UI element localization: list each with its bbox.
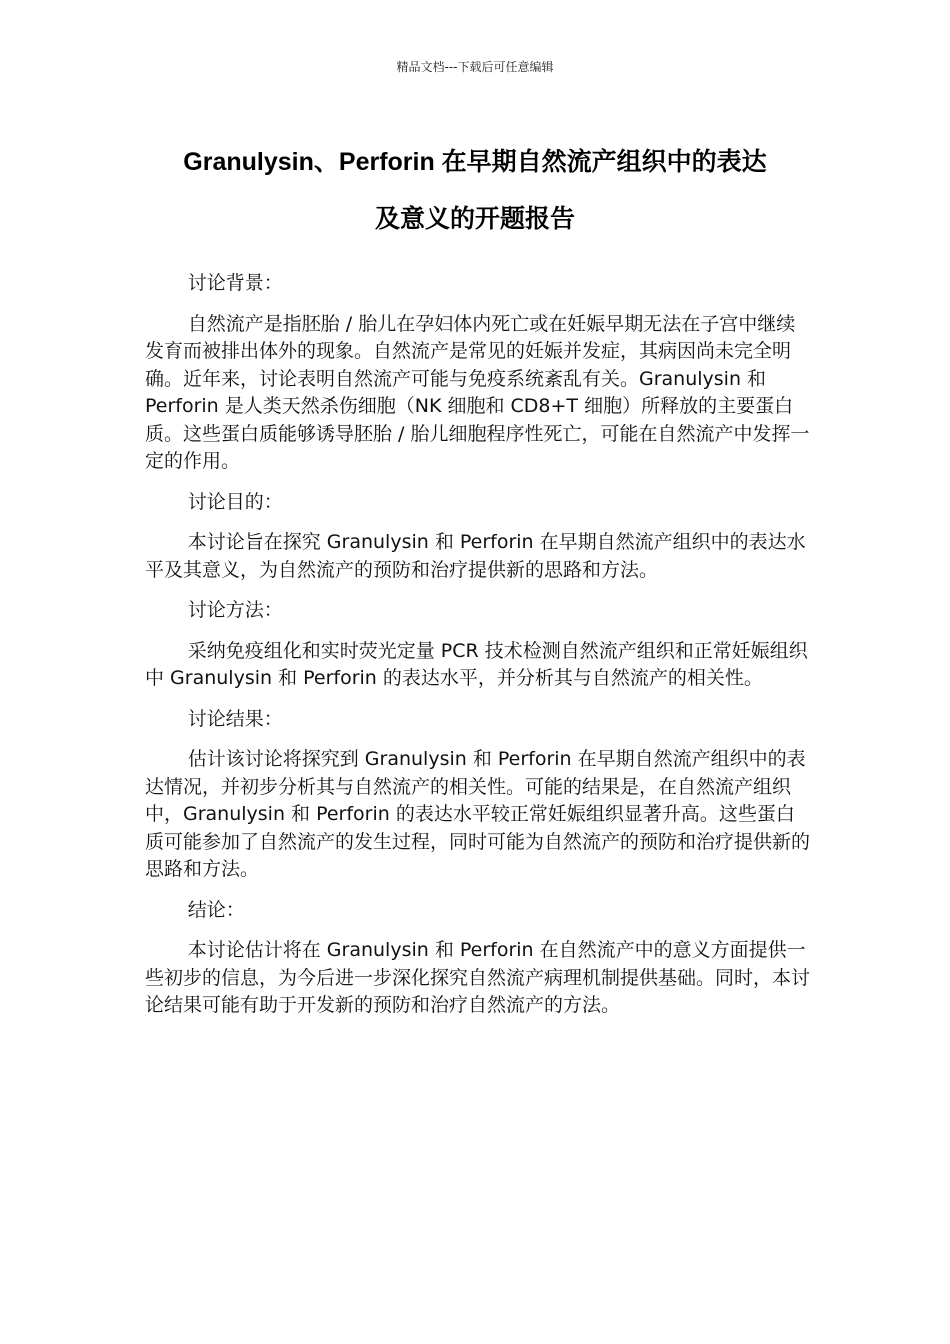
section-body-background: 自然流产是指胚胎 / 胎儿在孕妇体内死亡或在妊娠早期无法在子宫中继续发育而被排出体外的现象。自然流产是常见的妊娠并发症，其病因尚未完全明确。近年来，讨论表明自然流产可能与免疫系统紊乱有关。Granulysin 和 Perforin 是人类天然杀伤细胞（NK 细胞和 CD8+T 细胞）所释放的主要蛋白质。这些蛋白质能够诱导胚胎 / 胎儿细胞程序性死亡，可能在自然流产中发挥一定的作用。 <box>145 312 810 472</box>
section-heading-results: 讨论结果： <box>187 707 283 730</box>
section-heading-methods: 讨论方法： <box>187 599 283 621</box>
document-title-line-2: 及意义的开题报告 <box>374 205 575 233</box>
section-heading-conclusion: 结论： <box>187 898 245 921</box>
document-title <box>100 134 850 248</box>
section-body-purpose: 本讨论旨在探究 Granulysin 和 Perforin 在早期自然流产组织中的表达水平及其意义，为自然流产的预防和治疗提供新的思路和方法。 <box>145 531 806 581</box>
section-heading-background: 讨论背景： <box>187 272 283 294</box>
page-header-watermark: 精品文档---下载后可任意编辑 <box>396 60 554 74</box>
section-body-results: 估计该讨论将探究到 Granulysin 和 Perforin 在早期自然流产组织中的表达情况，并初步分析其与自然流产的相关性。可能的结果是，在自然流产组织中，Granulysin 和 Perforin 的表达水平较正常妊娠组织显著升高。这些蛋白质可能参加了自然流产的发生过程，同时可能为自然流产的预防和治疗提供新的思路和方法。 <box>145 748 811 880</box>
section-body-conclusion: 本讨论估计将在 Granulysin 和 Perforin 在自然流产中的意义方面提供一些初步的信息，为今后进一步深化探究自然流产病理机制提供基础。同时，本讨论结果可能有助于开发新的预防和治疗自然流产的方法。 <box>145 939 811 1016</box>
section-heading-purpose: 讨论目的： <box>187 490 283 513</box>
document-body <box>145 270 810 1033</box>
document-title-line-1: Granulysin、Perforin 在早期自然流产组织中的表达 <box>183 148 767 176</box>
section-body-methods: 采纳免疫组化和实时荧光定量 PCR 技术检测自然流产组织和正常妊娠组织中 Granulysin 和 Perforin 的表达水平，并分析其与自然流产的相关性。 <box>145 639 808 689</box>
